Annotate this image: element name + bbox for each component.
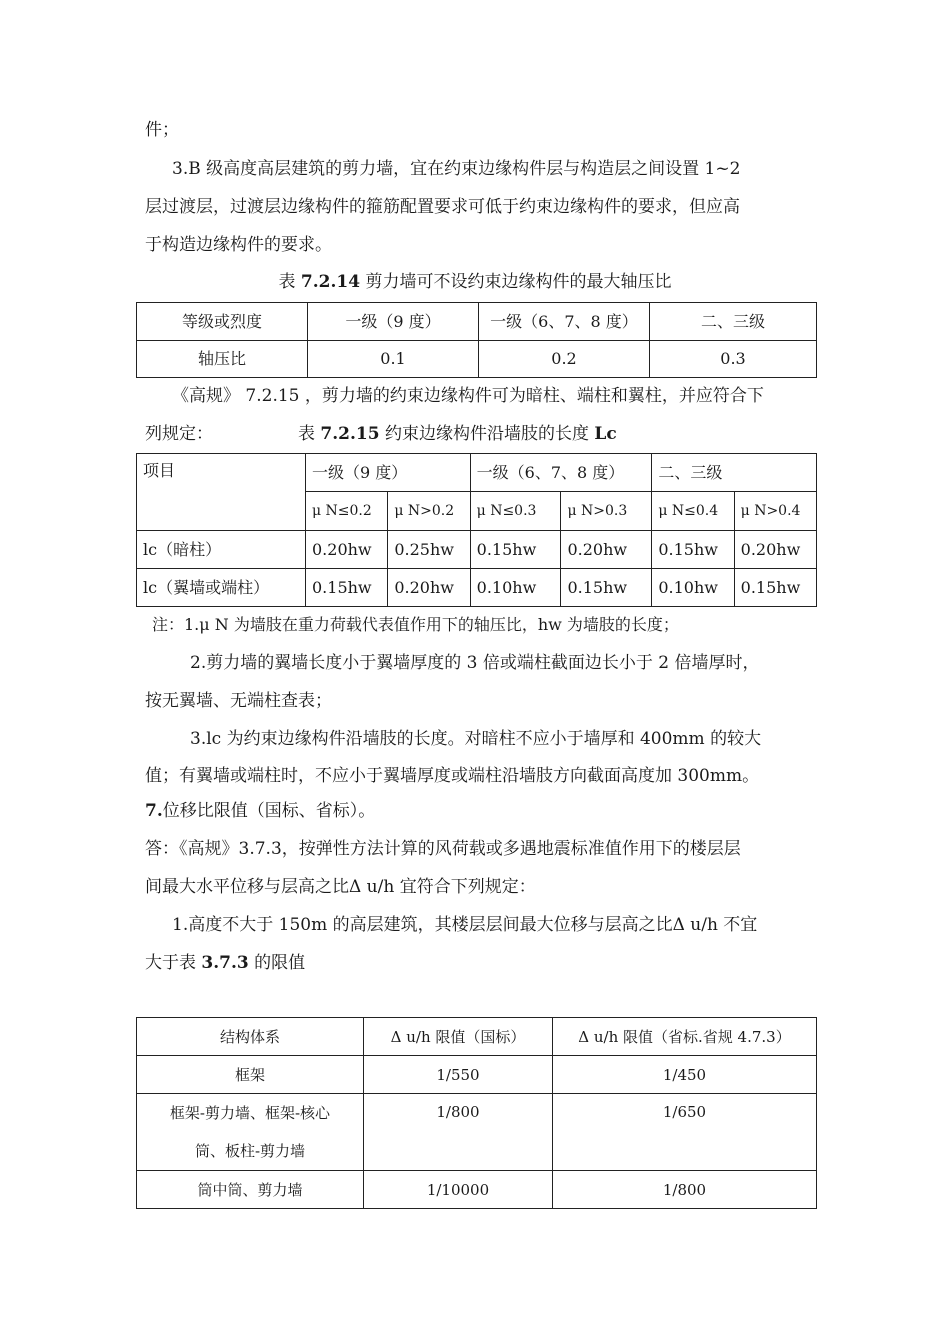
table-header-cell: Δ u/h 限值（国标） [364, 1018, 553, 1056]
table-caption [0, 270, 950, 294]
table-reference: 3.7.3 [201, 953, 249, 973]
table-subheader-cell: μ N≤0.2 [306, 492, 388, 531]
table-header-cell: 结构体系 [137, 1018, 364, 1056]
caption-prefix: 表 [298, 424, 321, 444]
table-cell: 0.20hw [388, 569, 470, 607]
table-subheader-cell: μ N≤0.3 [470, 492, 561, 531]
table-cell: 1/450 [553, 1056, 817, 1094]
section-number: 7. [145, 801, 163, 821]
drift-limit-table [136, 1017, 817, 1209]
table-row-label: 框架 [137, 1056, 364, 1094]
table-note: 注：1.μ N 为墙肢在重力荷载代表值作用下的轴压比，hw 为墙肢的长度； [152, 615, 679, 634]
table-cell: 0.20hw [306, 531, 388, 569]
table-row [137, 341, 817, 378]
table-caption [298, 422, 617, 446]
section-heading [145, 799, 375, 823]
paragraph-line [145, 951, 305, 975]
paragraph-line: 3.B 级高度高层建筑的剪力墙，宜在约束边缘构件层与构造层之间设置 1~2 [172, 159, 741, 179]
table-header-row [137, 303, 817, 341]
table-cell: 1/10000 [364, 1171, 553, 1209]
table-subheader-cell: μ N≤0.4 [652, 492, 734, 531]
paragraph-line: 按无翼墙、无端柱查表； [145, 691, 332, 711]
table-cell: 0.3 [650, 341, 817, 378]
paragraph-line: 2.剪力墙的翼墙长度小于翼墙厚度的 3 倍或端柱截面边长小于 2 倍墙厚时， [190, 653, 760, 673]
table-cell: 0.1 [308, 341, 479, 378]
caption-number: 7.2.15 [320, 424, 380, 444]
row-label-line: 框架-剪力墙、框架-核心 [169, 1104, 331, 1122]
table-row-label: lc（暗柱） [137, 531, 306, 569]
caption-number: 7.2.14 [300, 272, 361, 292]
table-row-label: 筒中筒、剪力墙 [137, 1171, 364, 1209]
table-header-cell: 二、三级 [650, 303, 817, 341]
table-cell: 0.15hw [561, 569, 652, 607]
table-header-cell: Δ u/h 限值（省标.省规 4.7.3） [553, 1018, 817, 1056]
table-cell: 1/650 [553, 1094, 817, 1171]
table-cell: 0.20hw [734, 531, 816, 569]
table-cell: 0.15hw [652, 531, 734, 569]
table-header-cell: 等级或烈度 [137, 303, 308, 341]
table-subheader-cell: μ N>0.3 [561, 492, 652, 531]
paragraph-line: 间最大水平位移与层高之比Δ u/h 宜符合下列规定： [145, 877, 536, 897]
table-row [137, 569, 817, 607]
table-header-cell: 二、三级 [652, 454, 817, 492]
table-cell: 0.20hw [561, 531, 652, 569]
caption-text: 约束边缘构件沿墙肢的长度 [379, 424, 595, 444]
paragraph-line: 层过渡层，过渡层边缘构件的箍筋配置要求可低于约束边缘构件的要求，但应高 [145, 197, 740, 217]
text-span: 大于表 [145, 953, 202, 973]
table-cell: 0.15hw [306, 569, 388, 607]
table-cell: 0.10hw [470, 569, 561, 607]
table-row [137, 1056, 817, 1094]
table-cell: 轴压比 [137, 341, 308, 378]
caption-suffix: Lc [594, 424, 617, 444]
table-header-cell: 一级（9 度） [308, 303, 479, 341]
paragraph-line: 于构造边缘构件的要求。 [145, 235, 332, 255]
boundary-length-table [136, 453, 817, 607]
table-row-label [137, 1094, 364, 1171]
table-cell: 0.25hw [388, 531, 470, 569]
table-header-cell: 一级（6、7、8 度） [470, 454, 652, 492]
paragraph-line: 答：《高规》3.7.3，按弹性方法计算的风荷载或多遇地震标准值作用下的楼层层 [145, 839, 741, 859]
table-row [137, 1094, 817, 1171]
table-subheader-cell: μ N>0.2 [388, 492, 470, 531]
table-subheader-cell: μ N>0.4 [734, 492, 816, 531]
axial-ratio-table [136, 302, 817, 378]
table-header-row [137, 454, 817, 492]
table-cell: 0.10hw [652, 569, 734, 607]
caption-prefix: 表 [278, 272, 301, 292]
table-row-label: lc（翼墙或端柱） [137, 569, 306, 607]
table-cell: 1/550 [364, 1056, 553, 1094]
section-title: 位移比限值（国标、省标）。 [162, 801, 376, 821]
paragraph-line: 值；有翼墙或端柱时，不应小于翼墙厚度或端柱沿墙肢方向截面高度加 300mm。 [145, 766, 760, 786]
paragraph-line: 件； [145, 120, 179, 140]
table-cell: 1/800 [553, 1171, 817, 1209]
paragraph-line: 1.高度不大于 150m 的高层建筑，其楼层层间最大位移与层高之比Δ u/h 不宜 [172, 915, 758, 935]
text-span: 的限值 [248, 953, 306, 973]
table-cell: 0.15hw [734, 569, 816, 607]
table-header-cell: 项目 [137, 454, 306, 531]
table-header-row [137, 1018, 817, 1056]
paragraph-line: 列规定： [145, 424, 213, 444]
table-cell: 1/800 [364, 1094, 553, 1171]
table-row [137, 531, 817, 569]
table-cell: 0.15hw [470, 531, 561, 569]
table-row [137, 1171, 817, 1209]
caption-text: 剪力墙可不设约束边缘构件的最大轴压比 [360, 272, 672, 292]
paragraph-line: 《高规》 7.2.15 ，剪力墙的约束边缘构件可为暗柱、端柱和翼柱，并应符合下 [172, 386, 764, 406]
table-header-cell: 一级（9 度） [306, 454, 471, 492]
paragraph-line: 3.lc 为约束边缘构件沿墙肢的长度。对暗柱不应小于墙厚和 400mm 的较大 [190, 729, 762, 749]
table-cell: 0.2 [479, 341, 650, 378]
row-label-line: 筒、板柱-剪力墙 [194, 1142, 306, 1160]
table-header-cell: 一级（6、7、8 度） [479, 303, 650, 341]
